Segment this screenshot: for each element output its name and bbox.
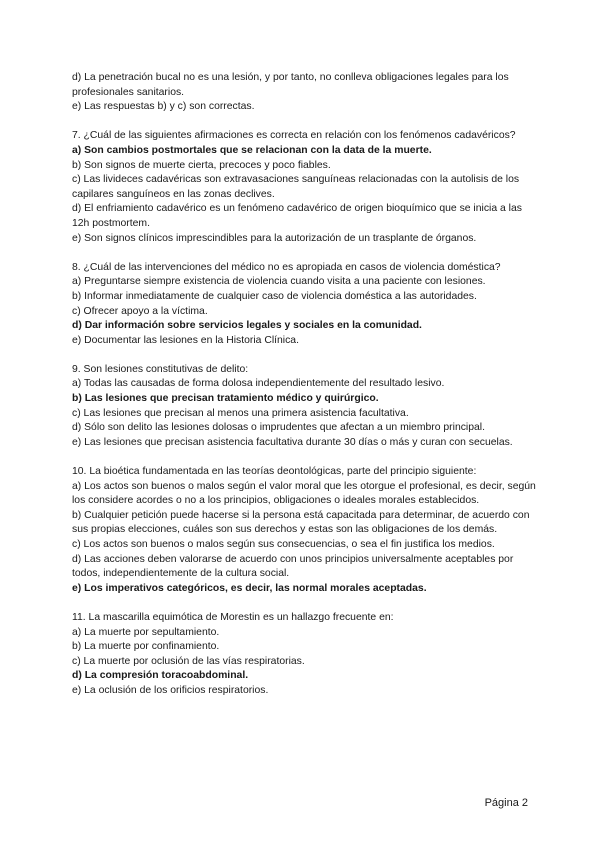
option-c: c) Ofrecer apoyo a la víctima. <box>72 305 208 317</box>
option-e: e) Las lesiones que precisan asistencia facultativa durante 30 días o más y curan con secuelas. <box>72 436 513 448</box>
option-d: d) El enfriamiento cadavérico es un fenómeno cadavérico de origen bioquímico que se inicia a las 12h postmortem. <box>72 203 522 229</box>
option-a: a) Todas las causadas de forma dolosa independientemente del resultado lesivo. <box>72 378 445 390</box>
option-d: d) Sólo son delito las lesiones dolosas o imprudentes que afectan a un miembro principal. <box>72 422 485 434</box>
option-text: e) Las respuestas b) y c) son correctas. <box>72 101 255 113</box>
option-e: e) Son signos clínicos imprescindibles para la autorización de un trasplante de órganos. <box>72 232 477 244</box>
question-11 <box>72 611 536 699</box>
document-page <box>72 71 536 713</box>
option-d-correct: d) La compresión toracoabdominal. <box>72 670 249 682</box>
question-text: 10. La bioética fundamentada en las teorías deontológicas, parte del principio siguiente: <box>72 466 477 478</box>
question-text: 9. Son lesiones constitutivas de delito: <box>72 363 249 375</box>
option-e: e) La oclusión de los orificios respiratorios. <box>72 684 269 696</box>
option-b: b) Cualquier petición puede hacerse si la persona está capacitada para determinar, de acuerdo con sus propias elecciones, cuáles son sus derechos y estas son las obligaciones de los demás. <box>72 509 530 536</box>
option-a: a) Preguntarse siempre existencia de violencia cuando visita a una paciente con lesiones. <box>72 276 486 288</box>
option-c: c) Los actos son buenos o malos según sus consecuencias, o sea el fin justifica los medios. <box>72 539 495 550</box>
question-9 <box>72 363 536 451</box>
option-e-correct: e) Los imperativos categóricos, es decir, las normal morales aceptadas. <box>72 582 427 594</box>
option-a: a) Los actos son buenos o malos según el valor moral que les otorgue el profesional, es decir, según los considere acordes o no a los principios, obligaciones o ideales morales establecidos. <box>72 480 536 507</box>
option-c: c) Las livideces cadavéricas son extravasaciones sanguíneas relacionadas con la autolisis de los capilares sanguíneos en las zonas declives. <box>72 174 520 200</box>
question-7 <box>72 129 536 246</box>
option-d-correct: d) Dar información sobre servicios legales y sociales en la comunidad. <box>72 320 422 332</box>
question-text: 11. La mascarilla equimótica de Morestin es un hallazgo frecuente en: <box>72 611 394 623</box>
option-b: b) La muerte por confinamiento. <box>72 641 220 653</box>
intro-options <box>72 71 536 115</box>
option-e: e) Documentar las lesiones en la Historia Clínica. <box>72 334 299 346</box>
question-10 <box>72 465 536 596</box>
question-text: 7. ¿Cuál de las siguientes afirmaciones es correcta en relación con los fenómenos cadavéricos? <box>72 130 516 142</box>
option-b-correct: b) Las lesiones que precisan tratamiento médico y quirúrgico. <box>72 393 379 405</box>
question-8 <box>72 261 536 349</box>
question-text: 8. ¿Cuál de las intervenciones del médico no es apropiada en casos de violencia doméstica? <box>72 261 501 273</box>
option-b: b) Informar inmediatamente de cualquier caso de violencia doméstica a las autoridades. <box>72 290 477 302</box>
option-c: c) La muerte por oclusión de las vías respiratorias. <box>72 655 305 667</box>
option-b: b) Son signos de muerte cierta, precoces y poco fiables. <box>72 159 331 171</box>
option-d: d) Las acciones deben valorarse de acuerdo con unos principios universalmente aceptables por todos, independientemente de la cultura social. <box>72 553 514 580</box>
option-a-correct: a) Son cambios postmortales que se relacionan con la data de la muerte. <box>72 144 432 156</box>
option-c: c) Las lesiones que precisan al menos una primera asistencia facultativa. <box>72 407 409 419</box>
option-a: a) La muerte por sepultamiento. <box>72 626 220 638</box>
page-number: Página 2 <box>484 797 528 809</box>
option-text: d) La penetración bucal no es una lesión, y por tanto, no conlleva obligaciones legales para los profesionales sanitarios. <box>72 72 509 98</box>
